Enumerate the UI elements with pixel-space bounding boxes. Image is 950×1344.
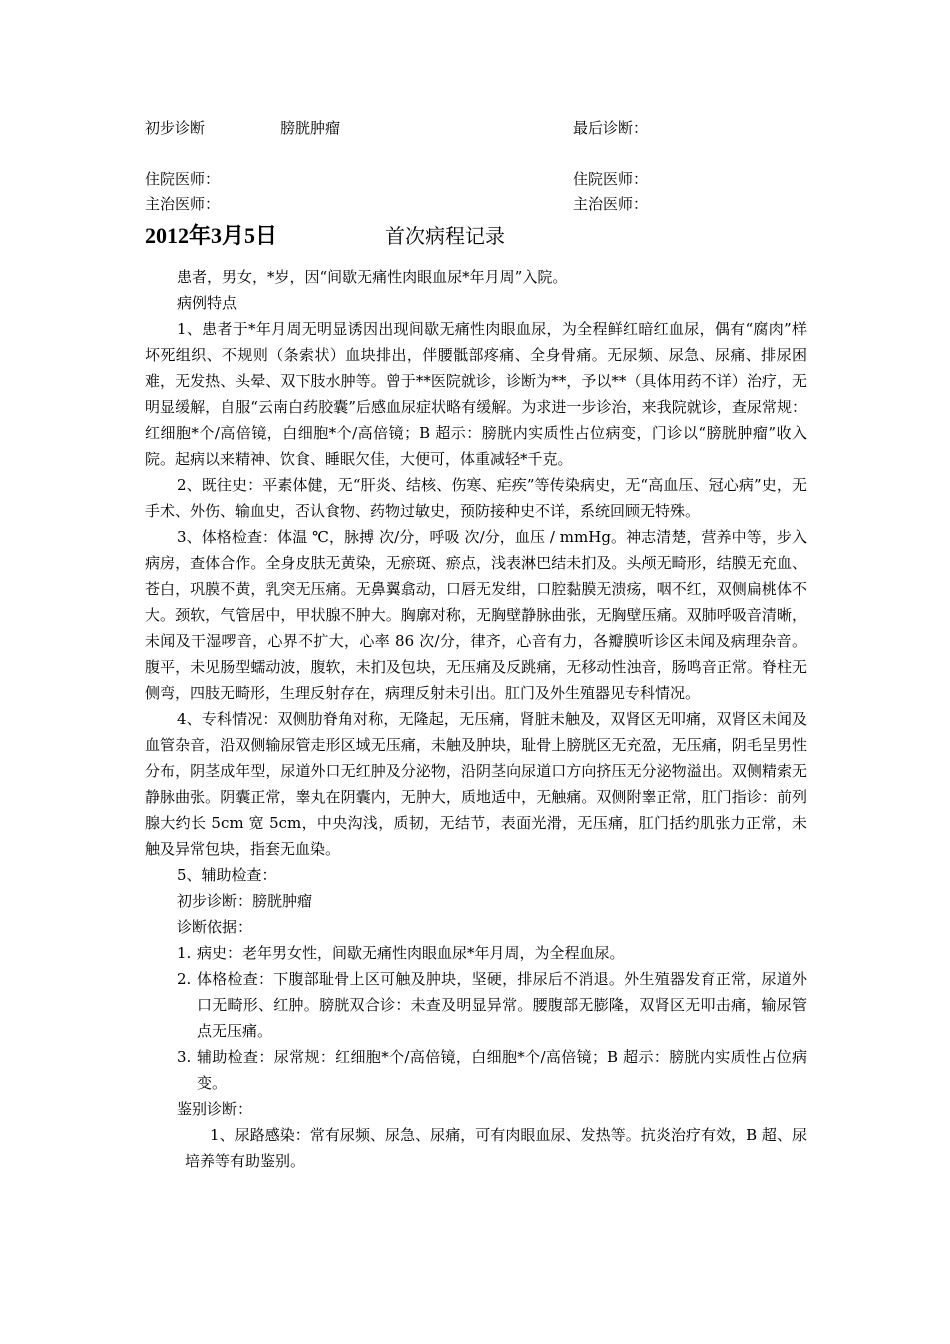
prelim-diagnosis-label: 初步诊断 — [145, 119, 206, 137]
list-item-text: 病史：老年男女性，间歇无痛性肉眼血尿*年月周，为全程血尿。 — [197, 944, 625, 962]
list-item-text: 辅助检查：尿常规：红细胞*个/高倍镜，白细胞*个/高倍镜；B 超示：膀胱内实质性占位病变。 — [197, 1048, 807, 1092]
diagnosis-basis-heading: 诊断依据： — [177, 918, 253, 936]
differential-diagnosis-item: 1、尿路感染：常有尿频、尿急、尿痛，可有肉眼血尿、发热等。抗炎治疗有效，B 超、尿培养等有助鉴别。 — [185, 1126, 807, 1170]
final-diagnosis-label: 最后诊断： — [573, 119, 649, 137]
specialty-examination: 4、专科情况：双侧肋脊角对称，无隆起，无压痛，肾脏未触及，双肾区无叩痛，双肾区未闻及血管杂音，沿双侧输尿管走形区域无压痛，未触及肿块，耻骨上膀胱区无充盈，无压痛，阴毛呈男性分布，阴茎成年型，尿道外口无红肿及分泌物，沿阴茎向尿道口方向挤压无分泌物溢出。双侧精索无静脉曲张。阴囊正常，睾丸在阴囊内，无肿大，质地适中，无触痛。双侧附睾正常，肛门指诊：前列腺大约长 5cm 宽 5cm，中央沟浅，质韧，无结节，表面光滑，无压痛，肛门括约肌张力正常，未触及异常包块，指套无血染。 — [145, 710, 807, 858]
prelim-diagnosis-value: 膀胱肿瘤 — [280, 119, 341, 137]
list-item-number: 2. — [177, 970, 192, 988]
record-body — [145, 264, 807, 1174]
attending-physician-right: 主治医师： — [573, 195, 649, 213]
auxiliary-examination: 5、辅助检查： — [177, 866, 277, 884]
record-title-line — [145, 222, 505, 250]
differential-diagnosis-heading: 鉴别诊断： — [177, 1100, 253, 1118]
attending-physician-left: 主治医师： — [145, 195, 221, 213]
history-present-illness: 1、患者于*年月周无明显诱因出现间歇无痛性肉眼血尿，为全程鲜红暗红血尿，偶有“腐肉”样坏死组织、不规则（条索状）血块排出，伴腰骶部疼痛、全身骨痛。无尿频、尿急、尿痛、排尿困难，无发热、头晕、双下肢水肿等。曾于**医院就诊，诊断为**，予以**（具体用药不详）治疗，无明显缓解，自服“云南白药胶囊”后感血尿症状略有缓解。为求进一步诊治，来我院就诊，查尿常规：红细胞*个/高倍镜，白细胞*个/高倍镜；B 超示：膀胱内实质性占位病变，门诊以“膀胱肿瘤”收入院。起病以来精神、饮食、睡眠欠佳，大便可，体重减轻*千克。 — [145, 320, 807, 468]
list-item — [145, 1044, 807, 1096]
past-history: 2、既往史：平素体健，无“肝炎、结核、伤寒、疟疾”等传染病史，无“高血压、冠心病”史，无手术、外伤、输血史，否认食物、药物过敏史，预防接种史不详，系统回顾无特殊。 — [145, 476, 807, 520]
physical-examination: 3、体格检查：体温 ℃，脉搏 次/分，呼吸 次/分，血压 / mmHg。神志清楚，营养中等，步入病房，查体合作。全身皮肤无黄染，无瘀斑、瘀点，浅表淋巴结未扪及。头颅无畸形，结膜无充血、苍白，巩膜不黄，乳突无压痛。无鼻翼翕动，口唇无发绀，口腔黏膜无溃疡，咽不红，双侧扁桃体不大。颈软，气管居中，甲状腺不肿大。胸廓对称，无胸壁静脉曲张，无胸壁压痛。双肺呼吸音清晰，未闻及干湿啰音，心界不扩大，心率 86 次/分，律齐，心音有力，各瓣膜听诊区未闻及病理杂音。腹平，未见肠型蠕动波，腹软，未扪及包块，无压痛及反跳痛，无移动性浊音，肠鸣音正常。脊柱无侧弯，四肢无畸形，生理反射存在，病理反射未引出。肛门及外生殖器见专科情况。 — [145, 528, 807, 702]
patient-intro: 患者，男女，*岁，因“间歇无痛性肉眼血尿*年月周”入院。 — [177, 268, 568, 286]
case-features-heading: 病例特点 — [177, 294, 238, 312]
list-item — [145, 966, 807, 1044]
record-title: 首次病程记录 — [385, 224, 505, 248]
preliminary-diagnosis: 初步诊断：膀胱肿瘤 — [177, 892, 313, 910]
list-item-number: 3. — [177, 1048, 192, 1066]
list-item-number: 1. — [177, 944, 192, 962]
diagnosis-basis-list — [145, 940, 807, 1096]
resident-physician-right: 住院医师： — [573, 170, 649, 188]
list-item — [145, 940, 807, 966]
resident-physician-left: 住院医师： — [145, 170, 221, 188]
list-item-text: 体格检查：下腹部耻骨上区可触及肿块，坚硬，排尿后不消退。外生殖器发育正常，尿道外口无畸形、红肿。膀胱双合诊：未查及明显异常。腰腹部无膨隆，双肾区无叩击痛，输尿管点无压痛。 — [197, 970, 807, 1040]
record-date: 2012年3月5日 — [145, 223, 278, 248]
